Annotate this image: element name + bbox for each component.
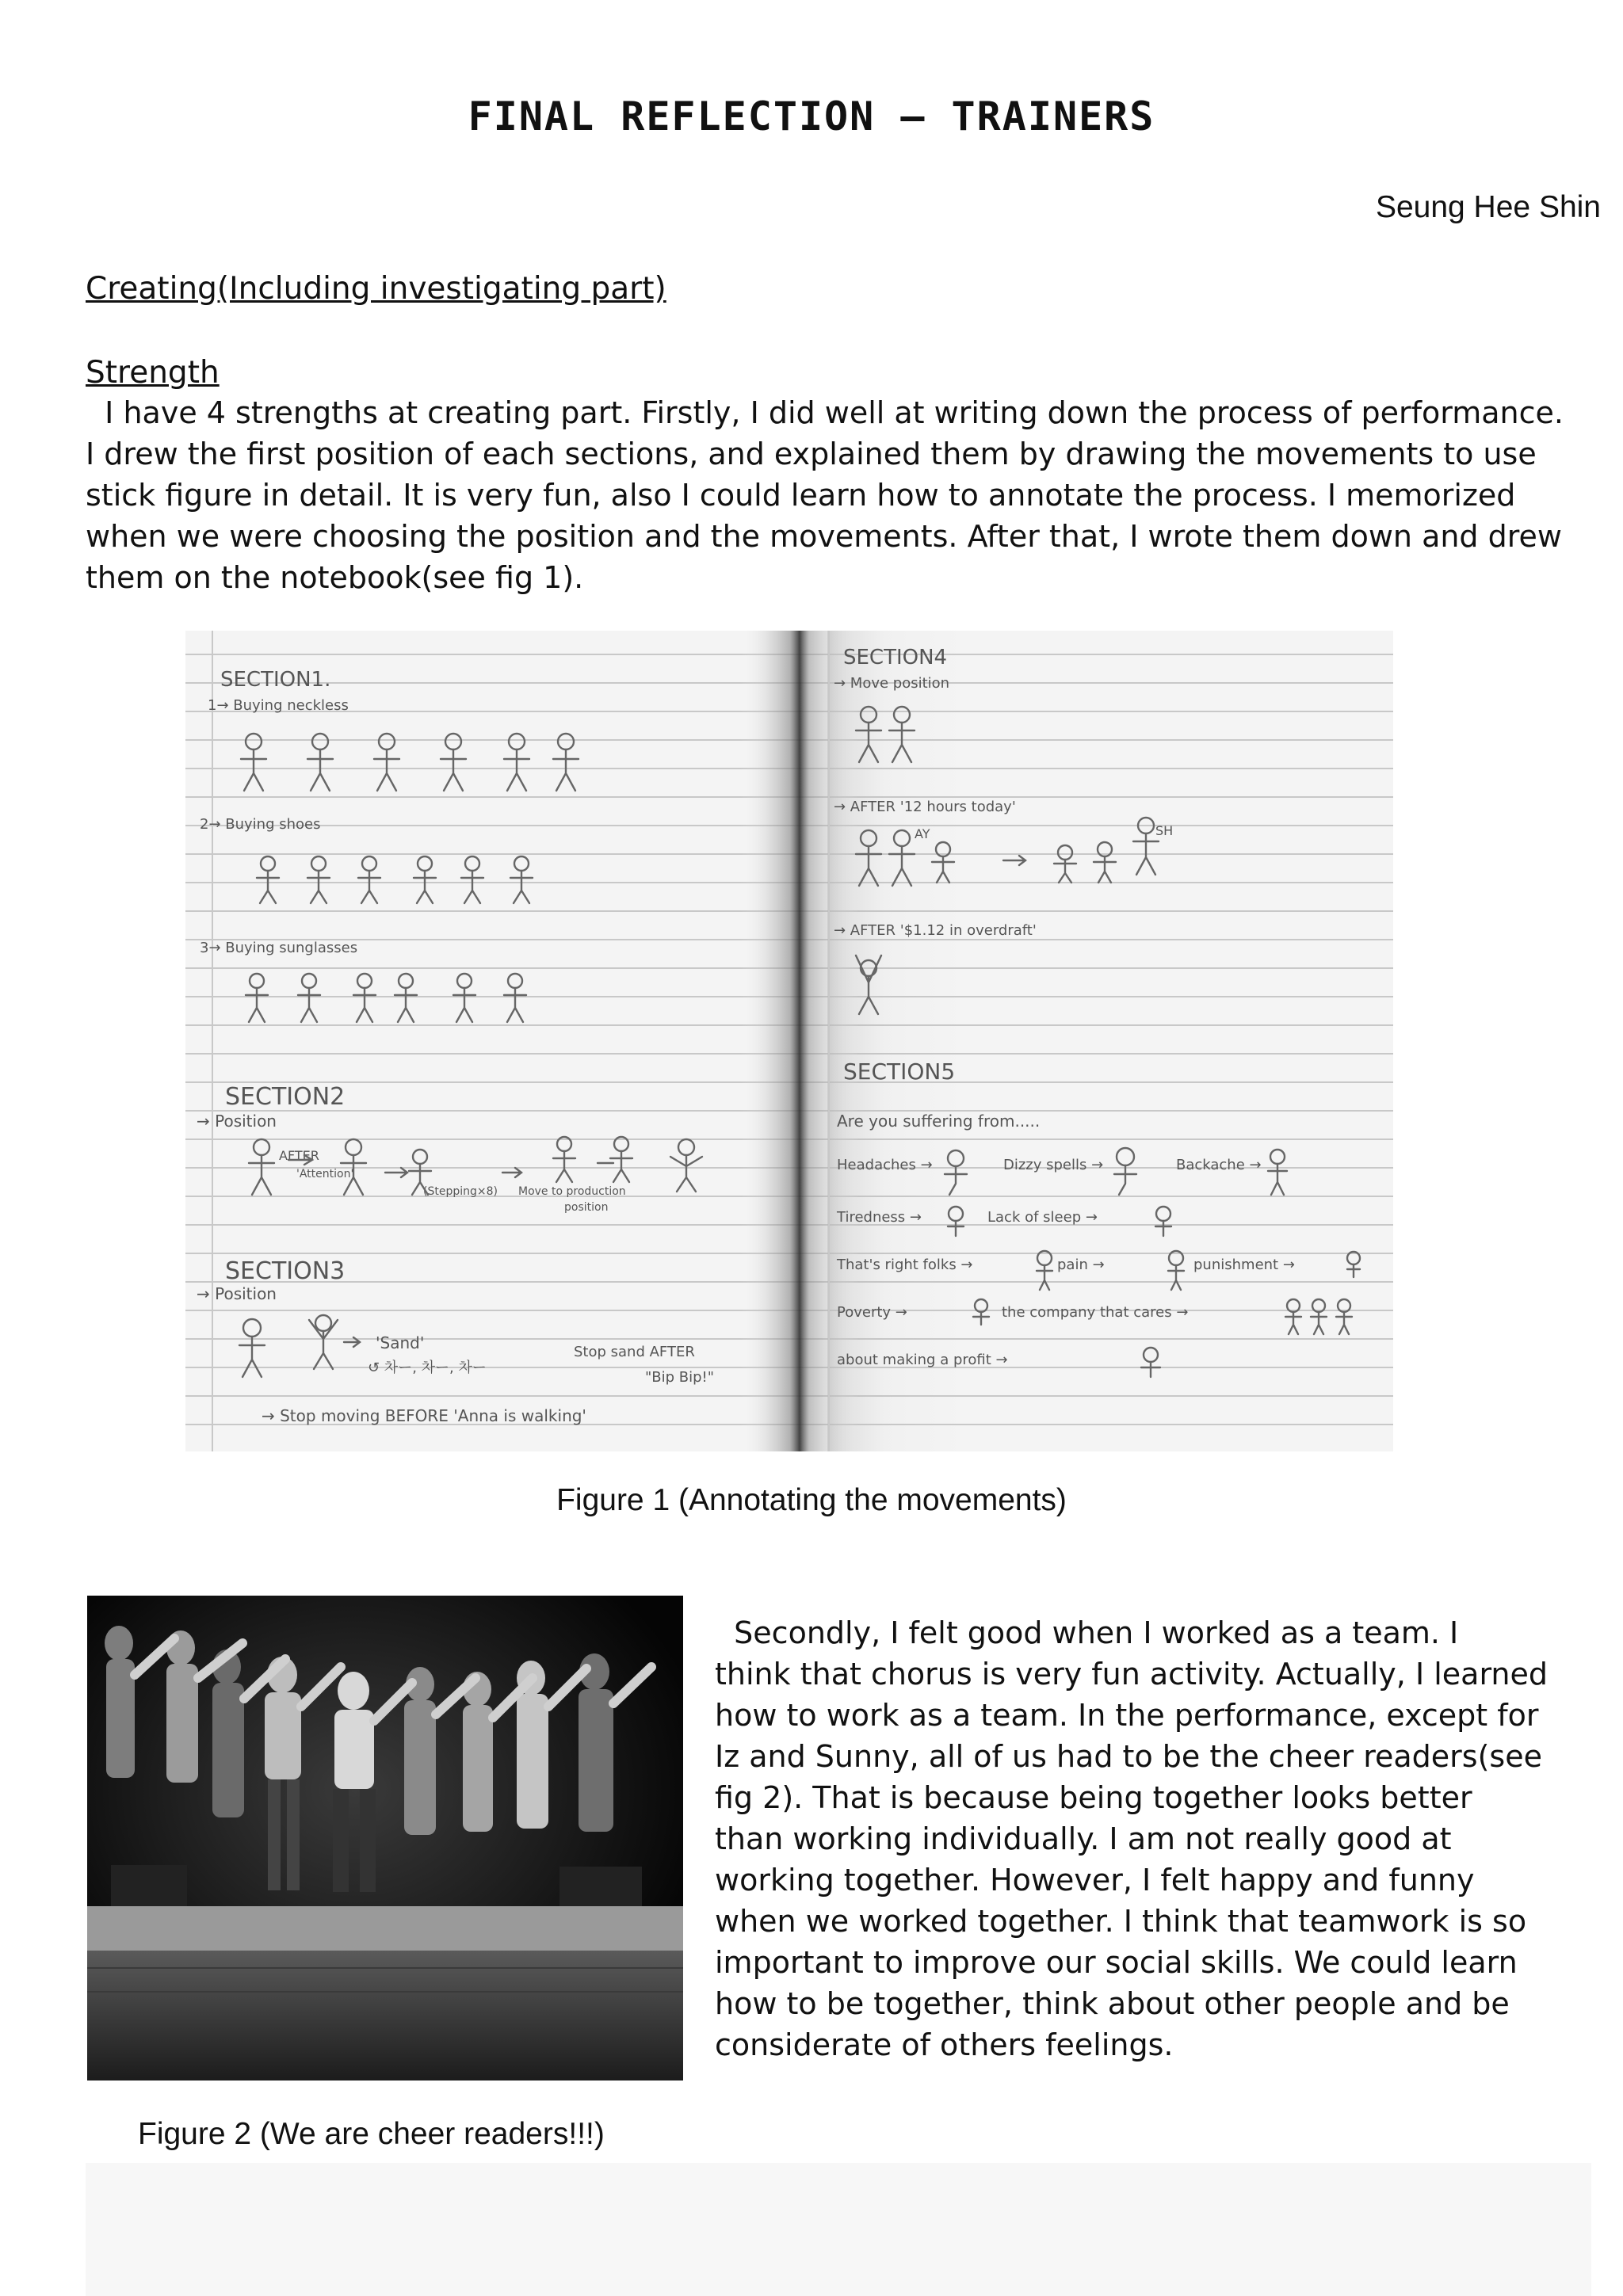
paragraph-1-line: I have 4 strengths at creating part. Firstly, I did well at writing down the process of performance. — [86, 395, 1564, 430]
note-s1-step3: 3→ Buying sunglasses — [200, 940, 358, 956]
paragraph-2-line: fig 2). That is because being together looks better — [715, 1780, 1472, 1815]
section-heading: Creating(Including investigating part) — [86, 271, 666, 307]
note-s3-korean: ↺ 차ー, 차ー, 차ー — [368, 1360, 487, 1376]
note-s4-after1: → AFTER '12 hours today' — [834, 799, 1016, 815]
paragraph-1-line: stick figure in detail. It is very fun, also I could learn how to annotate the process. I memorized — [86, 478, 1516, 513]
note-s5-l2a: Tiredness → — [837, 1209, 922, 1226]
figure-2-performance-photo — [87, 1596, 683, 2081]
figure-2-caption: Figure 2 (We are cheer readers!!!) — [138, 2117, 605, 2151]
paragraph-2-line: than working individually. I am not really good at — [715, 1821, 1452, 1856]
stage-monitor — [111, 1865, 187, 1906]
note-s5-l1b: Dizzy spells → — [1003, 1157, 1104, 1173]
note-s5-l3a: That's right folks → — [837, 1257, 973, 1273]
note-s3-position: → Position — [197, 1284, 277, 1303]
paragraph-2-line: when we worked together. I think that teamwork is so — [715, 1904, 1527, 1939]
paragraph-1-line: when we were choosing the position and the movements. After that, I wrote them down and drew — [86, 519, 1563, 554]
subheading-strength: Strength — [86, 355, 220, 391]
note-sh: SH — [1155, 823, 1174, 838]
note-s5-l3b: pain → — [1057, 1257, 1105, 1273]
note-s2-position: → Position — [197, 1112, 277, 1131]
note-ay: AY — [915, 826, 930, 841]
note-s5-question: Are you suffering from..... — [837, 1112, 1041, 1131]
note-s2-after: AFTER — [279, 1148, 319, 1163]
note-s1-step2: 2→ Buying shoes — [200, 816, 321, 833]
document-title: FINAL REFLECTION – TRAINERS — [468, 93, 1155, 139]
note-section2: SECTION2 — [225, 1083, 346, 1111]
note-s5-l2b: Lack of sleep → — [987, 1209, 1098, 1226]
note-s5-l4b: the company that cares → — [1002, 1304, 1189, 1321]
note-s3-stop: Stop sand AFTER — [574, 1344, 695, 1360]
figure-1-caption: Figure 1 (Annotating the movements) — [556, 1483, 1067, 1517]
note-s2-stepping: (Stepping×8) — [423, 1185, 498, 1198]
note-section4: SECTION4 — [843, 646, 948, 669]
stage-monitor — [559, 1867, 642, 1906]
note-s3-before: → Stop moving BEFORE 'Anna is walking' — [262, 1406, 586, 1425]
paragraph-2-line: Iz and Sunny, all of us had to be the cheer readers(see — [715, 1739, 1542, 1774]
paragraph-2-line: Secondly, I felt good when I worked as a team. I — [715, 1615, 1459, 1650]
figure-1-notebook — [185, 631, 1393, 1451]
note-s3-bip: "Bip Bip!" — [645, 1369, 715, 1386]
paragraph-2-line: think that chorus is very fun activity. Actually, I learned — [715, 1657, 1548, 1691]
note-s4-move: → Move position — [834, 675, 950, 692]
page-bottom-shade — [86, 2163, 1591, 2296]
note-s4-after2: → AFTER '$1.12 in overdraft' — [834, 922, 1037, 939]
paragraph-2-line: how to work as a team. In the performance, except for — [715, 1698, 1539, 1733]
note-s2-move: Move to production — [518, 1185, 626, 1198]
notebook-gutter — [740, 631, 859, 1451]
note-s5-l3c: punishment → — [1193, 1257, 1295, 1273]
note-section3: SECTION3 — [225, 1257, 346, 1285]
author-name: Seung Hee Shin — [1375, 190, 1601, 224]
note-s3-sand: 'Sand' — [376, 1333, 425, 1352]
paragraph-2-line: working together. However, I felt happy and funny — [715, 1863, 1475, 1897]
stage-edge — [87, 1906, 683, 1951]
note-s2-attention: 'Attention' — [296, 1168, 354, 1180]
paragraph-2-line: how to be together, think about other people and be — [715, 1986, 1510, 2021]
paragraph-2-line: considerate of others feelings. — [715, 2027, 1174, 2062]
note-section5: SECTION5 — [843, 1058, 956, 1085]
note-s1-step1: 1→ Buying neckless — [208, 697, 349, 714]
paragraph-1-line: I drew the first position of each sections, and explained them by drawing the movements to use — [86, 437, 1537, 471]
paragraph-1-line: them on the notebook(see fig 1). — [86, 560, 584, 595]
note-s5-l1a: Headaches → — [837, 1157, 933, 1173]
stage-floor — [87, 1951, 683, 2081]
note-s2-move2: position — [564, 1201, 609, 1214]
paragraph-2-line: important to improve our social skills. We could learn — [715, 1945, 1518, 1980]
note-s5-l1c: Backache → — [1176, 1157, 1262, 1173]
note-s5-l4a: Poverty → — [837, 1304, 907, 1321]
note-s5-l5: about making a profit → — [837, 1352, 1008, 1368]
note-section1: SECTION1. — [220, 668, 331, 692]
